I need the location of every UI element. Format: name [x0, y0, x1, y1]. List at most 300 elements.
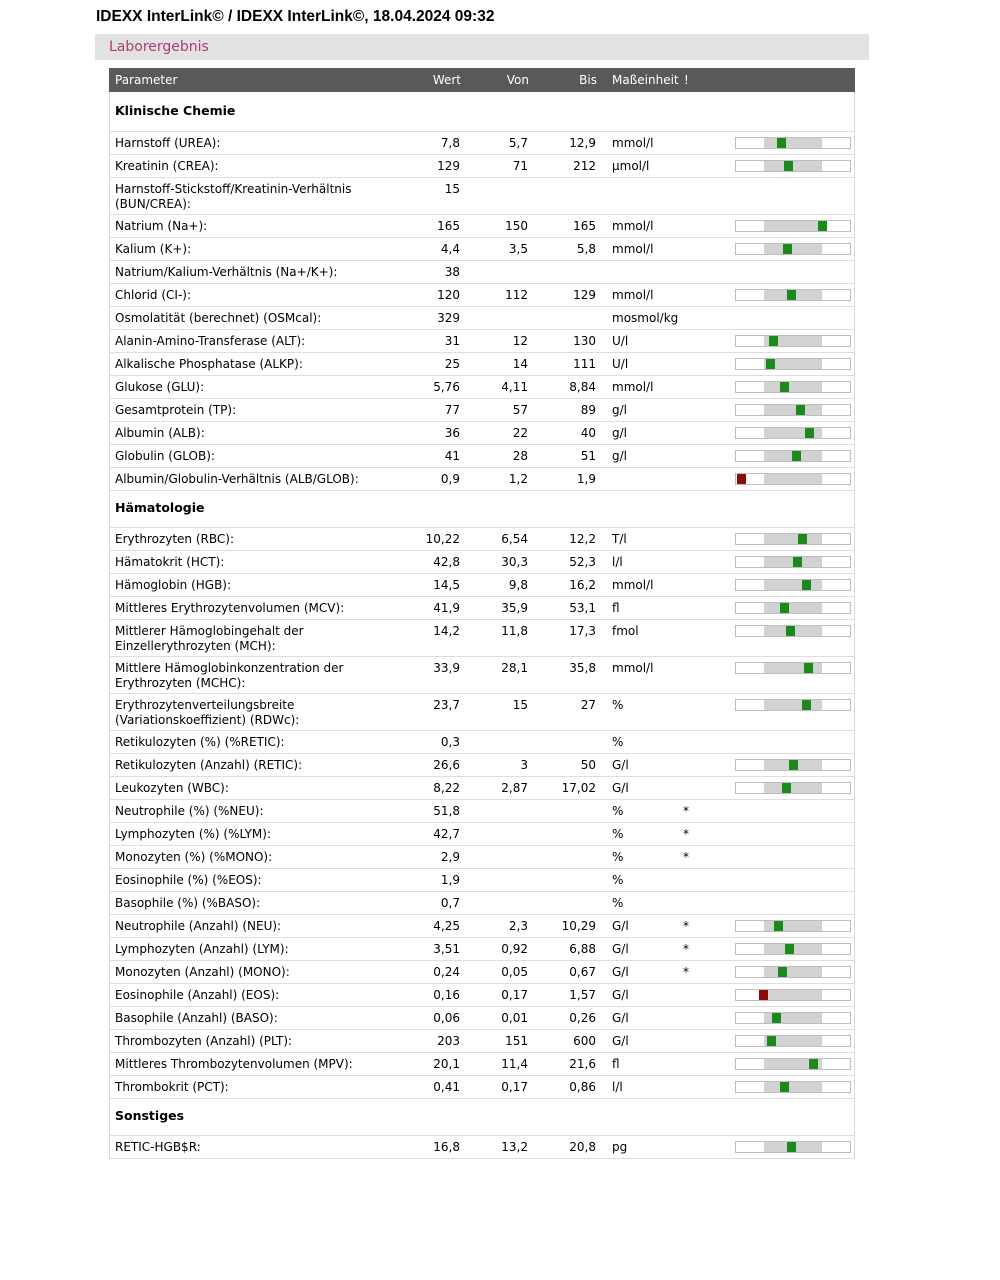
- unit-cell: %: [612, 873, 624, 887]
- range-min-cell: 112: [505, 288, 528, 302]
- range-max-cell: 16,2: [569, 578, 596, 592]
- range-indicator: [735, 404, 851, 416]
- range-max-cell: 212: [573, 159, 596, 173]
- reference-range-band: [764, 382, 822, 392]
- value-cell: 77: [444, 403, 460, 417]
- table-row: [110, 376, 854, 399]
- range-max-cell: 21,6: [569, 1057, 596, 1071]
- range-max-cell: 10,29: [561, 919, 596, 933]
- unit-cell: mosmol/kg: [612, 311, 679, 325]
- parameter-name: Glukose (GLU):: [115, 380, 205, 394]
- reference-range-band: [764, 603, 822, 613]
- value-cell: 41,9: [433, 601, 460, 615]
- table-row: [110, 353, 854, 376]
- range-max-cell: 0,67: [569, 965, 596, 979]
- unit-cell: %: [612, 698, 624, 712]
- flag-cell: *: [683, 827, 689, 841]
- parameter-name: Eosinophile (Anzahl) (EOS):: [115, 988, 280, 1002]
- range-min-cell: 57: [512, 403, 528, 417]
- reference-range-band: [764, 967, 822, 977]
- reference-range-band: [764, 921, 822, 931]
- parameter-name: Retikulozyten (%) (%RETIC):: [115, 735, 285, 749]
- value-cell: 36: [444, 426, 460, 440]
- range-max-cell: 5,8: [576, 242, 596, 256]
- range-min-cell: 5,7: [508, 136, 528, 150]
- value-marker: [778, 967, 787, 977]
- section-header: [95, 34, 869, 60]
- unit-cell: l/l: [612, 1080, 623, 1094]
- table-row: [110, 1007, 854, 1030]
- flag-cell: *: [683, 965, 689, 979]
- range-indicator: [735, 427, 851, 439]
- parameter-name: Globulin (GLOB):: [115, 449, 215, 463]
- parameter-name: RETIC-HGB$R:: [115, 1140, 201, 1154]
- reference-range-band: [764, 405, 822, 415]
- value-marker: [792, 451, 801, 461]
- table-row: [110, 961, 854, 984]
- value-marker: [767, 1036, 776, 1046]
- range-min-cell: 30,3: [501, 555, 528, 569]
- section-row: [110, 1099, 854, 1136]
- parameter-name: Thrombokrit (PCT):: [115, 1080, 229, 1094]
- range-min-cell: 9,8: [508, 578, 528, 592]
- parameter-name: Erythrozytenverteilungsbreite (Variationskoeffizient) (RDWc):: [115, 698, 300, 727]
- table-row: [110, 468, 854, 491]
- value-cell: 42,8: [433, 555, 460, 569]
- range-indicator: [735, 1012, 851, 1024]
- range-indicator: [735, 699, 851, 711]
- unit-cell: fl: [612, 1057, 620, 1071]
- table-row: [110, 892, 854, 915]
- reference-range-band: [764, 700, 822, 710]
- range-min-cell: 35,9: [501, 601, 528, 615]
- range-max-cell: 40: [580, 426, 596, 440]
- unit-cell: g/l: [612, 403, 627, 417]
- parameter-name: Retikulozyten (Anzahl) (RETIC):: [115, 758, 303, 772]
- reference-range-band: [764, 783, 822, 793]
- range-max-cell: 0,26: [569, 1011, 596, 1025]
- value-marker: [793, 557, 802, 567]
- table-row: [110, 261, 854, 284]
- parameter-name: Hämoglobin (HGB):: [115, 578, 232, 592]
- value-cell: 10,22: [425, 532, 460, 546]
- range-min-cell: 28: [512, 449, 528, 463]
- unit-cell: T/l: [612, 532, 627, 546]
- value-cell: 15: [444, 182, 460, 196]
- unit-cell: g/l: [612, 426, 627, 440]
- range-indicator: [735, 1035, 851, 1047]
- range-min-cell: 6,54: [501, 532, 528, 546]
- section-row: [110, 491, 854, 528]
- parameter-name: Chlorid (CI-):: [115, 288, 192, 302]
- table-header: [109, 68, 855, 92]
- range-indicator: [735, 579, 851, 591]
- unit-cell: mmol/l: [612, 219, 654, 233]
- range-indicator: [735, 920, 851, 932]
- table-row: [110, 1053, 854, 1076]
- value-cell: 14,5: [433, 578, 460, 592]
- value-marker: [786, 626, 795, 636]
- range-min-cell: 2,87: [501, 781, 528, 795]
- value-marker: [789, 760, 798, 770]
- value-cell: 0,41: [433, 1080, 460, 1094]
- range-max-cell: 12,2: [569, 532, 596, 546]
- value-marker: [759, 990, 768, 1000]
- unit-cell: U/l: [612, 357, 629, 371]
- value-cell: 129: [437, 159, 460, 173]
- reference-range-band: [764, 534, 822, 544]
- range-indicator: [735, 335, 851, 347]
- range-max-cell: 130: [573, 334, 596, 348]
- value-marker: [818, 221, 827, 231]
- range-indicator: [735, 1141, 851, 1153]
- reference-range-band: [764, 990, 822, 1000]
- unit-cell: %: [612, 896, 624, 910]
- range-min-cell: 15: [512, 698, 528, 712]
- table-row: [110, 777, 854, 800]
- parameter-name: Alanin-Amino-Transferase (ALT):: [115, 334, 306, 348]
- unit-cell: G/l: [612, 942, 629, 956]
- value-marker: [802, 580, 811, 590]
- parameter-name: Osmolatität (berechnet) (OSMcal):: [115, 311, 322, 325]
- parameter-name: Alkalische Phosphatase (ALKP):: [115, 357, 303, 371]
- table-row: [110, 620, 854, 657]
- unit-cell: U/l: [612, 334, 629, 348]
- range-max-cell: 0,86: [569, 1080, 596, 1094]
- reference-range-band: [764, 244, 822, 254]
- parameter-name: Monozyten (%) (%MONO):: [115, 850, 273, 864]
- reference-range-band: [764, 138, 822, 148]
- value-marker: [774, 921, 783, 931]
- range-indicator: [735, 602, 851, 614]
- range-max-cell: 12,9: [569, 136, 596, 150]
- value-marker: [783, 244, 792, 254]
- range-min-cell: 14: [512, 357, 528, 371]
- table-row: [110, 694, 854, 731]
- table-row: [110, 869, 854, 892]
- value-cell: 20,1: [433, 1057, 460, 1071]
- range-indicator: [735, 289, 851, 301]
- range-max-cell: 8,84: [569, 380, 596, 394]
- value-marker: [809, 1059, 818, 1069]
- value-marker: [784, 161, 793, 171]
- value-cell: 23,7: [433, 698, 460, 712]
- parameter-name: Gesamtprotein (TP):: [115, 403, 237, 417]
- value-marker: [737, 474, 746, 484]
- parameter-name: Neutrophile (%) (%NEU):: [115, 804, 264, 818]
- unit-cell: G/l: [612, 1034, 629, 1048]
- results-table: [109, 68, 855, 1159]
- range-min-cell: 11,8: [501, 624, 528, 638]
- range-min-cell: 1,2: [508, 472, 528, 486]
- parameter-name: Leukozyten (WBC):: [115, 781, 229, 795]
- range-min-cell: 22: [512, 426, 528, 440]
- page-title: IDEXX InterLink© / IDEXX InterLink©, 18.04.2024 09:32: [96, 8, 495, 25]
- value-cell: 14,2: [433, 624, 460, 638]
- range-max-cell: 53,1: [569, 601, 596, 615]
- table-row: [110, 915, 854, 938]
- value-cell: 0,06: [433, 1011, 460, 1025]
- unit-cell: %: [612, 850, 624, 864]
- range-indicator: [735, 989, 851, 1001]
- flag-cell: *: [683, 942, 689, 956]
- table-row: [110, 132, 854, 155]
- value-cell: 0,3: [440, 735, 460, 749]
- unit-cell: G/l: [612, 1011, 629, 1025]
- range-indicator: [735, 381, 851, 393]
- unit-cell: G/l: [612, 919, 629, 933]
- range-indicator: [735, 1058, 851, 1070]
- table-row: [110, 1076, 854, 1099]
- value-marker: [766, 359, 775, 369]
- unit-cell: G/l: [612, 988, 629, 1002]
- range-min-cell: 0,01: [501, 1011, 528, 1025]
- parameter-name: Erythrozyten (RBC):: [115, 532, 234, 546]
- value-cell: 120: [437, 288, 460, 302]
- parameter-name: Albumin/Globulin-Verhältnis (ALB/GLOB):: [115, 472, 359, 486]
- table-row: [110, 528, 854, 551]
- range-max-cell: 35,8: [569, 661, 596, 675]
- table-row: [110, 754, 854, 777]
- parameter-name: Basophile (Anzahl) (BASO):: [115, 1011, 278, 1025]
- range-max-cell: 20,8: [569, 1140, 596, 1154]
- range-min-cell: 0,17: [501, 1080, 528, 1094]
- value-marker: [796, 405, 805, 415]
- column-header-bis[interactable]: Bis: [579, 73, 597, 87]
- range-indicator: [735, 533, 851, 545]
- table-row: [110, 422, 854, 445]
- value-marker: [780, 382, 789, 392]
- value-marker: [782, 783, 791, 793]
- table-row: [110, 330, 854, 353]
- value-cell: 329: [437, 311, 460, 325]
- range-max-cell: 27: [580, 698, 596, 712]
- range-max-cell: 600: [573, 1034, 596, 1048]
- parameter-name: Kalium (K+):: [115, 242, 192, 256]
- value-cell: 31: [444, 334, 460, 348]
- table-row: [110, 823, 854, 846]
- section-label: Klinische Chemie: [115, 103, 236, 118]
- parameter-name: Albumin (ALB):: [115, 426, 205, 440]
- reference-range-band: [764, 1082, 822, 1092]
- table-row: [110, 597, 854, 620]
- value-marker: [804, 663, 813, 673]
- range-indicator: [735, 943, 851, 955]
- section-label: Hämatologie: [115, 500, 205, 515]
- value-cell: 8,22: [433, 781, 460, 795]
- unit-cell: G/l: [612, 781, 629, 795]
- parameter-name: Harnstoff-Stickstoff/Kreatinin-Verhältnis (BUN/CREA):: [115, 182, 352, 211]
- table-row: [110, 574, 854, 597]
- range-min-cell: 0,92: [501, 942, 528, 956]
- section-title: Laborergebnis: [109, 39, 209, 55]
- unit-cell: fl: [612, 601, 620, 615]
- value-cell: 42,7: [433, 827, 460, 841]
- value-cell: 0,16: [433, 988, 460, 1002]
- parameter-name: Natrium (Na+):: [115, 219, 208, 233]
- unit-cell: %: [612, 735, 624, 749]
- table-row: [110, 1136, 854, 1159]
- unit-cell: mmol/l: [612, 380, 654, 394]
- value-cell: 0,9: [440, 472, 460, 486]
- parameter-name: Monozyten (Anzahl) (MONO):: [115, 965, 290, 979]
- table-row: [110, 307, 854, 330]
- value-marker: [785, 944, 794, 954]
- range-max-cell: 17,02: [561, 781, 596, 795]
- value-cell: 41: [444, 449, 460, 463]
- range-min-cell: 13,2: [501, 1140, 528, 1154]
- parameter-name: Lymphozyten (Anzahl) (LYM):: [115, 942, 289, 956]
- range-max-cell: 17,3: [569, 624, 596, 638]
- value-marker: [769, 336, 778, 346]
- range-min-cell: 0,17: [501, 988, 528, 1002]
- table-row: [110, 984, 854, 1007]
- value-cell: 5,76: [433, 380, 460, 394]
- unit-cell: µmol/l: [612, 159, 650, 173]
- table-row: [110, 551, 854, 574]
- table-row: [110, 846, 854, 869]
- table-row: [110, 731, 854, 754]
- table-row: [110, 1030, 854, 1053]
- flag-cell: *: [683, 919, 689, 933]
- column-header-wert[interactable]: Wert: [432, 73, 461, 87]
- value-cell: 203: [437, 1034, 460, 1048]
- value-cell: 16,8: [433, 1140, 460, 1154]
- reference-range-band: [764, 221, 822, 231]
- range-indicator: [735, 243, 851, 255]
- column-header-parameter[interactable]: Parameter: [115, 73, 178, 87]
- range-max-cell: 129: [573, 288, 596, 302]
- reference-range-band: [764, 474, 822, 484]
- parameter-name: Natrium/Kalium-Verhältnis (Na+/K+):: [115, 265, 338, 279]
- table-row: [110, 155, 854, 178]
- value-marker: [802, 700, 811, 710]
- value-cell: 1,9: [440, 873, 460, 887]
- value-cell: 0,7: [440, 896, 460, 910]
- parameter-name: Eosinophile (%) (%EOS):: [115, 873, 262, 887]
- parameter-name: Thrombozyten (Anzahl) (PLT):: [115, 1034, 293, 1048]
- unit-cell: l/l: [612, 555, 623, 569]
- unit-cell: fmol: [612, 624, 639, 638]
- range-min-cell: 28,1: [501, 661, 528, 675]
- table-row: [110, 800, 854, 823]
- reference-range-band: [764, 663, 822, 673]
- value-cell: 25: [444, 357, 460, 371]
- parameter-name: Neutrophile (Anzahl) (NEU):: [115, 919, 282, 933]
- range-indicator: [735, 1081, 851, 1093]
- unit-cell: mmol/l: [612, 136, 654, 150]
- value-marker: [777, 138, 786, 148]
- flag-cell: *: [683, 850, 689, 864]
- range-min-cell: 150: [505, 219, 528, 233]
- parameter-name: Mittleres Erythrozytenvolumen (MCV):: [115, 601, 345, 615]
- range-indicator: [735, 473, 851, 485]
- unit-cell: mmol/l: [612, 242, 654, 256]
- range-min-cell: 4,11: [501, 380, 528, 394]
- range-min-cell: 151: [505, 1034, 528, 1048]
- range-indicator: [735, 782, 851, 794]
- range-max-cell: 165: [573, 219, 596, 233]
- range-max-cell: 1,57: [569, 988, 596, 1002]
- table-row: [110, 445, 854, 468]
- range-min-cell: 12: [512, 334, 528, 348]
- range-indicator: [735, 160, 851, 172]
- parameter-name: Mittlere Hämoglobinkonzentration der Erythrozyten (MCHC):: [115, 661, 344, 690]
- table-row: [110, 657, 854, 694]
- column-header-flag: !: [684, 73, 689, 87]
- value-cell: 0,24: [433, 965, 460, 979]
- range-max-cell: 52,3: [569, 555, 596, 569]
- value-cell: 7,8: [440, 136, 460, 150]
- unit-cell: %: [612, 804, 624, 818]
- value-cell: 51,8: [433, 804, 460, 818]
- value-marker: [780, 603, 789, 613]
- parameter-name: Mittleres Thrombozytenvolumen (MPV):: [115, 1057, 353, 1071]
- range-indicator: [735, 137, 851, 149]
- value-cell: 165: [437, 219, 460, 233]
- range-max-cell: 89: [580, 403, 596, 417]
- parameter-name: Lymphozyten (%) (%LYM):: [115, 827, 272, 841]
- table-row: [110, 284, 854, 307]
- range-max-cell: 111: [573, 357, 596, 371]
- column-header-unit[interactable]: Maßeinheit: [612, 73, 679, 87]
- range-min-cell: 71: [512, 159, 528, 173]
- table-body: [109, 92, 855, 1159]
- range-indicator: [735, 556, 851, 568]
- range-max-cell: 1,9: [576, 472, 596, 486]
- value-cell: 3,51: [433, 942, 460, 956]
- value-cell: 4,4: [440, 242, 460, 256]
- flag-cell: *: [683, 804, 689, 818]
- parameter-name: Mittlerer Hämoglobingehalt der Einzellerythrozyten (MCH):: [115, 624, 304, 653]
- range-min-cell: 0,05: [501, 965, 528, 979]
- range-indicator: [735, 450, 851, 462]
- unit-cell: mmol/l: [612, 578, 654, 592]
- range-indicator: [735, 358, 851, 370]
- value-marker: [787, 1142, 796, 1152]
- parameter-name: Kreatinin (CREA):: [115, 159, 219, 173]
- table-row: [110, 938, 854, 961]
- value-marker: [780, 1082, 789, 1092]
- value-cell: 2,9: [440, 850, 460, 864]
- unit-cell: G/l: [612, 965, 629, 979]
- unit-cell: mmol/l: [612, 288, 654, 302]
- parameter-name: Basophile (%) (%BASO):: [115, 896, 261, 910]
- range-min-cell: 2,3: [508, 919, 528, 933]
- table-row: [110, 178, 854, 215]
- range-indicator: [735, 220, 851, 232]
- value-cell: 26,6: [433, 758, 460, 772]
- column-header-von[interactable]: Von: [506, 73, 529, 87]
- parameter-name: Harnstoff (UREA):: [115, 136, 221, 150]
- reference-range-band: [764, 161, 822, 171]
- table-row: [110, 215, 854, 238]
- value-cell: 38: [444, 265, 460, 279]
- range-min-cell: 11,4: [501, 1057, 528, 1071]
- range-indicator: [735, 966, 851, 978]
- unit-cell: g/l: [612, 449, 627, 463]
- range-min-cell: 3: [520, 758, 528, 772]
- range-max-cell: 50: [580, 758, 596, 772]
- reference-range-band: [764, 580, 822, 590]
- range-indicator: [735, 759, 851, 771]
- table-row: [110, 399, 854, 422]
- unit-cell: pg: [612, 1140, 628, 1154]
- range-indicator: [735, 625, 851, 637]
- range-indicator: [735, 662, 851, 674]
- value-marker: [798, 534, 807, 544]
- unit-cell: mmol/l: [612, 661, 654, 675]
